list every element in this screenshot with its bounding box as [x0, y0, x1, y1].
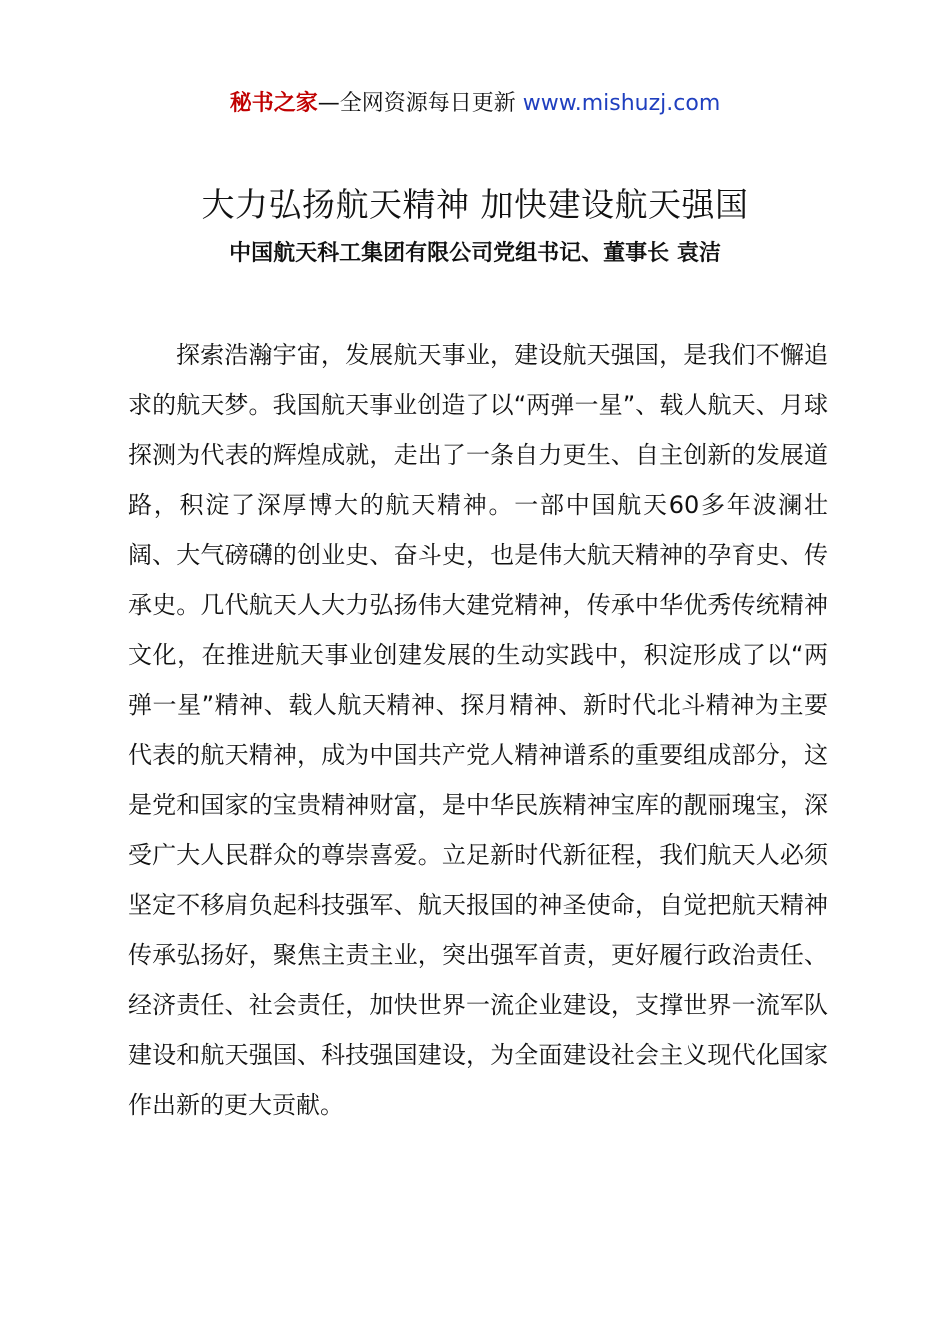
site-header — [0, 88, 950, 120]
brand-name: 秘书之家 — [229, 91, 318, 116]
document-title: 大力弘扬航天精神 加快建设航天强国 — [201, 185, 749, 224]
body-paragraph: 探索浩瀚宇宙，发展航天事业，建设航天强国，是我们不懈追求的航天梦。我国航天事业创造了以“两弹一星”、载人航天、月球探测为代表的辉煌成就，走出了一条自力更生、自主创新的发展道路，积淀了深厚博大的航天精神。一部中国航天60多年波澜壮阔、大气磅礴的创业史、奋斗史，也是伟大航天精神的孕育史、传承史。几代航天人大力弘扬伟大建党精神，传承中华优秀传统精神文化，在推进航天事业创建发展的生动实践中，积淀形成了以“两弹一星”精神、载人航天精神、探月精神、新时代北斗精神为主要代表的航天精神，成为中国共产党人精神谱系的重要组成部分，这是党和国家的宝贵精神财富，是中华民族精神宝库的靓丽瑰宝，深受广大人民群众的尊崇喜爱。立足新时代新征程，我们航天人必须坚定不移肩负起科技强军、航天报国的神圣使命，自觉把航天精神传承弘扬好，聚焦主责主业，突出强军首责，更好履行政治责任、经济责任、社会责任，加快世界一流企业建设，支撑世界一流军队建设和航天强国、科技强国建设，为全面建设社会主义现代化国家作出新的更大贡献。 — [128, 341, 828, 1119]
header-tagline: —全网资源每日更新 — [317, 91, 523, 116]
site-url-link[interactable]: www.mishuzj.com — [522, 91, 721, 116]
document-subtitle: 中国航天科工集团有限公司党组书记、董事长 袁洁 — [229, 241, 721, 266]
